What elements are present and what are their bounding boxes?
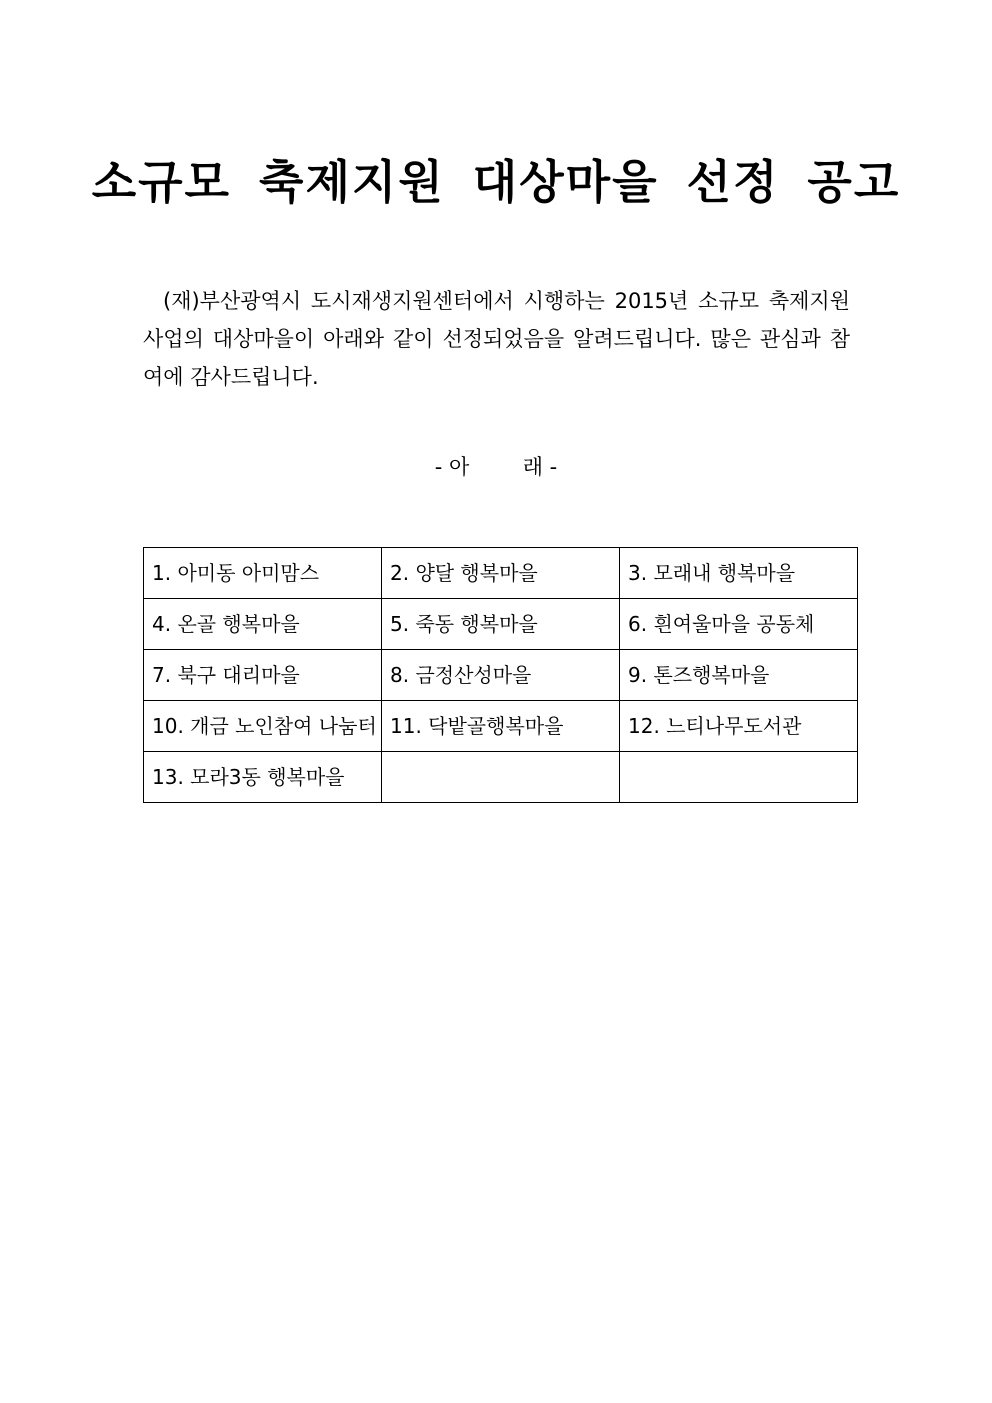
announcement-body-text: (재)부산광역시 도시재생지원센터에서 시행하는 2015년 소규모 축제지원사업의 대상마을이 아래와 같이 선정되었음을 알려드립니다. 많은 관심과 참여에 감사드립니다.	[143, 289, 850, 389]
table-cell: 1. 아미동 아미맘스	[144, 548, 382, 599]
table-cell: 11. 닥밭골행복마을	[382, 701, 620, 752]
table-cell	[620, 752, 858, 803]
table-cell: 2. 양달 행복마을	[382, 548, 620, 599]
announcement-body	[143, 282, 850, 396]
table-cell	[382, 752, 620, 803]
village-table	[143, 547, 858, 803]
page-title: 소규모 축제지원 대상마을 선정 공고	[91, 155, 901, 209]
table-cell: 5. 죽동 행복마을	[382, 599, 620, 650]
notice-heading: - 아 래 -	[434, 455, 558, 479]
table-row	[144, 752, 858, 803]
table-cell: 10. 개금 노인참여 나눔터	[144, 701, 382, 752]
table-cell: 12. 느티나무도서관	[620, 701, 858, 752]
table-row	[144, 650, 858, 701]
table-row	[144, 701, 858, 752]
table-cell: 8. 금정산성마을	[382, 650, 620, 701]
table-row	[144, 599, 858, 650]
table-cell: 6. 흰여울마을 공동체	[620, 599, 858, 650]
table-row	[144, 548, 858, 599]
table-cell: 9. 톤즈행복마을	[620, 650, 858, 701]
table-cell: 3. 모래내 행복마을	[620, 548, 858, 599]
table-cell: 7. 북구 대리마을	[144, 650, 382, 701]
table-cell: 13. 모라3동 행복마을	[144, 752, 382, 803]
table-cell: 4. 온골 행복마을	[144, 599, 382, 650]
